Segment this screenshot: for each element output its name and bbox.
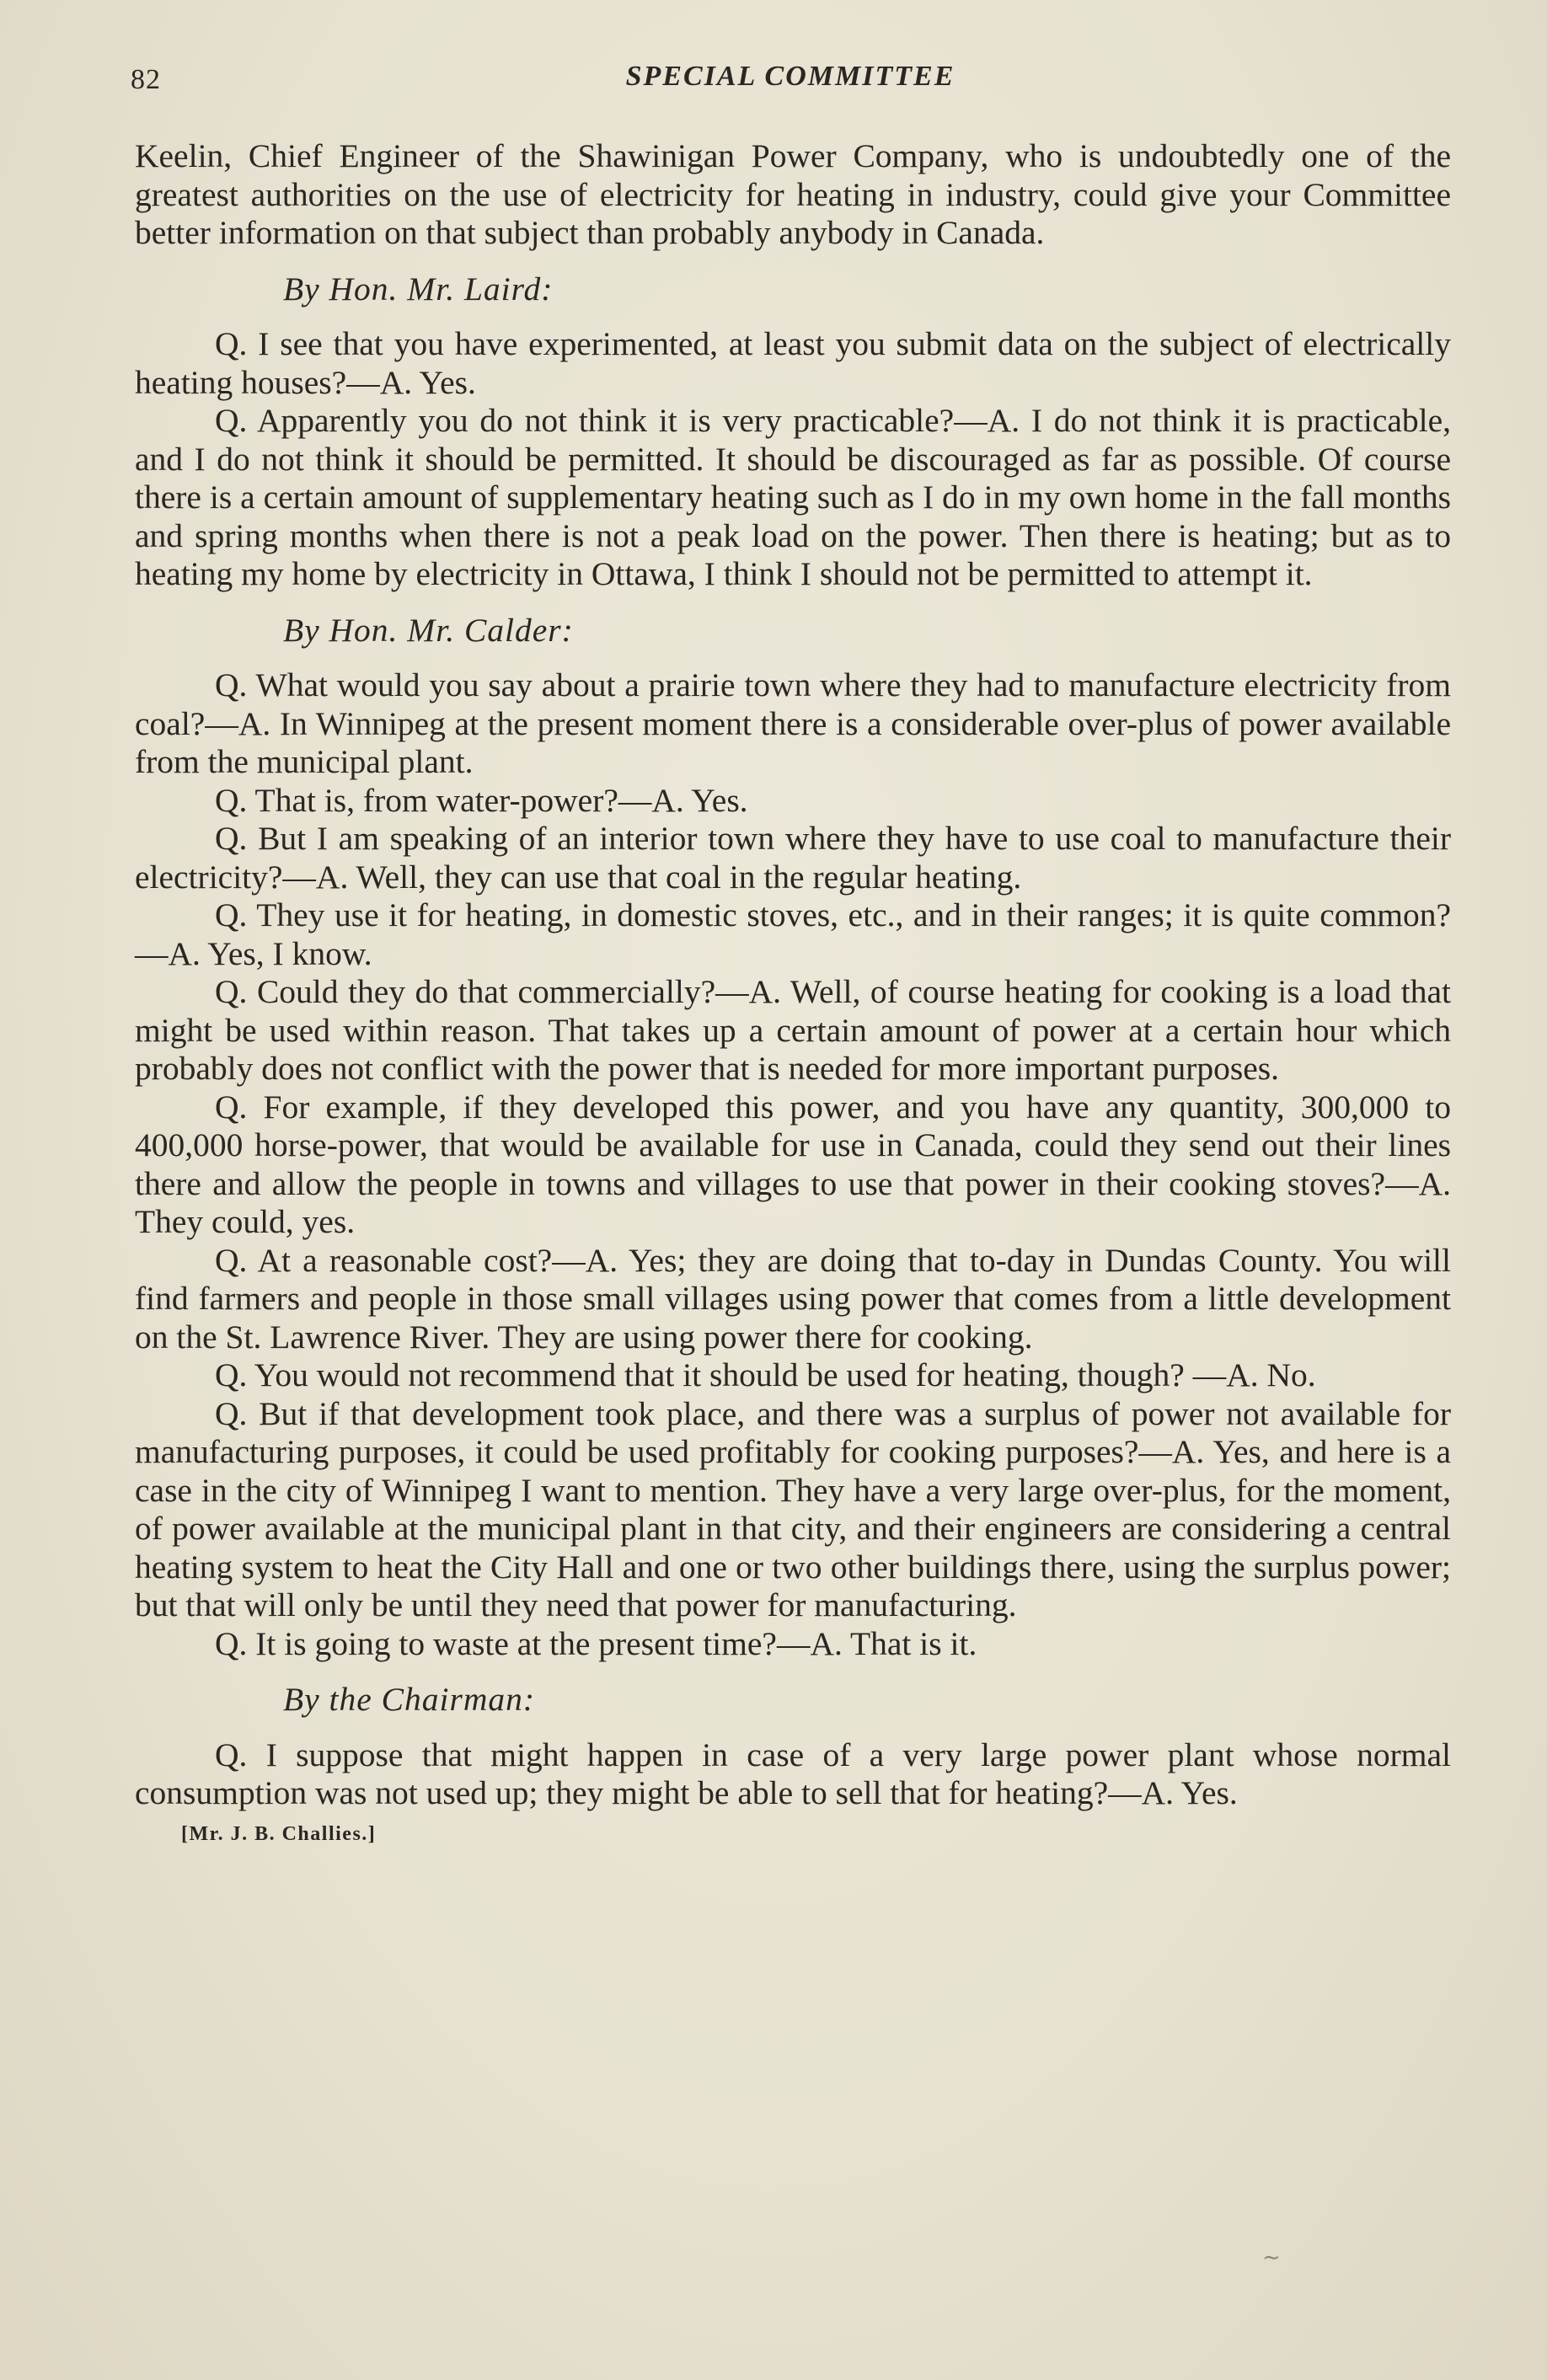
- page-body: [135, 137, 1451, 1846]
- page-number: 82: [131, 64, 161, 95]
- qa-paragraph: Q. For example, if they developed this power, and you have any quantity, 300,000 to 400,000 horse-power, that would be available for use in Canada, could they send out their lines there and allow the people in towns and villages to use that power in their cooking stoves?—A. They could, yes.: [135, 1088, 1451, 1240]
- qa-paragraph: Q. At a reasonable cost?—A. Yes; they are doing that to-day in Dundas County. You will find farmers and people in those small villages using power that comes from a little development on the St. Lawrence River. They are using power there for cooking.: [135, 1241, 1451, 1356]
- qa-paragraph: Q. I suppose that might happen in case of a very large power plant whose normal consumption was not used up; they might be able to sell that for heating?—A. Yes.: [135, 1736, 1451, 1811]
- qa-paragraph: Q. What would you say about a prairie town where they had to manufacture electricity from coal?—A. In Winnipeg at the present moment there is a considerable over-plus of power available from the municipal plant.: [135, 666, 1451, 780]
- speaker-heading-chairman: By the Chairman:: [283, 1681, 536, 1718]
- intro-paragraph: Keelin, Chief Engineer of the Shawinigan Power Company, who is undoubtedly one of the greatest authorities on the use of electricity for heating in industry, could give your Committee better information on that subject than probably anybody in Canada.: [135, 137, 1451, 251]
- speaker-heading-laird: By Hon. Mr. Laird:: [283, 270, 554, 308]
- qa-paragraph: Q. That is, from water-power?—A. Yes.: [215, 781, 748, 819]
- speaker-heading-calder: By Hon. Mr. Calder:: [283, 611, 574, 649]
- ink-mark-icon: ∼: [1262, 2245, 1281, 2270]
- running-title: SPECIAL COMMITTEE: [625, 61, 956, 92]
- witness-reference: [Mr. J. B. Challies.]: [181, 1822, 377, 1845]
- qa-paragraph: Q. Apparently you do not think it is very practicable?—A. I do not think it is practicable, and I do not think it should be permitted. It should be discouraged as far as possible. Of course there is a certain amount of supplementary heating such as I do in my own home in the fall months and spring months when there is not a peak load on the power. Then there is heating; but as to heating my home by electricity in Ottawa, I think I should not be permitted to attempt it.: [135, 402, 1451, 592]
- qa-paragraph: Q. It is going to waste at the present time?—A. That is it.: [215, 1624, 977, 1662]
- qa-paragraph: Q. You would not recommend that it should be used for heating, though? —A. No.: [215, 1356, 1316, 1393]
- qa-paragraph: Q. Could they do that commercially?—A. Well, of course heating for cooking is a load that might be used within reason. That takes up a certain amount of power at a certain hour which probably does not conflict with the power that is needed for more important purposes.: [135, 973, 1451, 1087]
- qa-paragraph: Q. They use it for heating, in domestic stoves, etc., and in their ranges; it is quite common?—A. Yes, I know.: [135, 896, 1451, 972]
- qa-paragraph: Q. But if that development took place, and there was a surplus of power not available for manufacturing purposes, it could be used profitably for cooking purposes?—A. Yes, and here is a case in the city of Winnipeg I want to mention. They have a very large over-plus, for the moment, of power available at the municipal plant in that city, and their engineers are considering a central heating system to heat the City Hall and one or two other buildings there, using the surplus power; but that will only be until they need that power for manufacturing.: [135, 1394, 1451, 1623]
- qa-paragraph: Q. But I am speaking of an interior town where they have to use coal to manufacture their electricity?—A. Well, they can use that coal in the regular heating.: [135, 820, 1451, 896]
- qa-paragraph: Q. I see that you have experimented, at least you submit data on the subject of electrically heating houses?—A. Yes.: [135, 325, 1451, 401]
